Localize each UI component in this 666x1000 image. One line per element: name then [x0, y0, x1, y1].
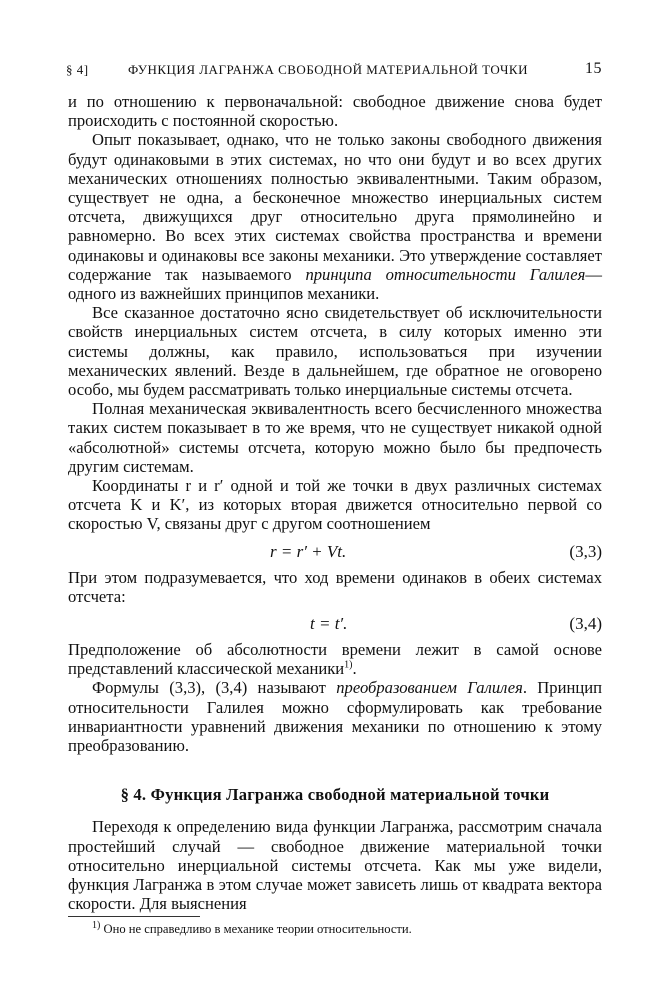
header-running-title: ФУНКЦИЯ ЛАГРАНЖА СВОБОДНОЙ МАТЕРИАЛЬНОЙ ТОЧКИ: [128, 62, 528, 77]
equation-3-3: [68, 534, 602, 568]
paragraph-text: — одного из важнейших принципов механики.: [68, 264, 602, 304]
paragraph-absolute-time: Предположение об абсолютности времени лежит в самой основе представлений классической механики$^{1)}$.: [68, 640, 602, 679]
equation-number: (3,3): [569, 541, 602, 561]
footnote-mark: 1): [92, 919, 101, 931]
paragraph-continuation: и по отношению к первоначальной: свободное движение снова будет происходить с постоянной скоростью.: [68, 92, 602, 131]
page-number: 15: [585, 60, 602, 77]
equation-formula: r = r′ + Vt.: [270, 541, 347, 561]
paragraph-coordinates: Координаты r и r′ одной и той же точки в двух различных системах отсчета K и K′, из которых вторая движется относительно первой со скоростью V, связаны друг с другом соотношением: [68, 476, 602, 534]
paragraph-text: Опыт показывает, однако, что не только законы свободного движения будут одинаковыми в этих системах, но что они будут и во всех других механических отношениях полностью эквивалентными. Таким образом, существует не одна, а бесконечное множество инерциальных систем отсчета, движущихся друг относительно друга прямолинейно и равномерно. Во всех этих системах свойства пространства и времени одинаковы и одинаковы все законы механики. Это утверждение составляет содержание так называемого: [68, 130, 602, 284]
paragraph-experience: [68, 130, 602, 303]
emphasis-galilean-principle: принципа относительности Галилея: [305, 264, 586, 284]
paragraph-equivalence: Полная механическая эквивалентность всего бесчисленного множества таких систем показывает в то же время, что не существует никакой одной «абсолютной» системы отсчета, которую можно было бы предпочесть другим системам.: [68, 399, 602, 476]
footnote-text: Оно не справедливо в механике теории относительности.: [103, 922, 412, 936]
paragraph-text: . Принцип относительности Галилея можно сформулировать как требование инвариантности уравнений движения механики по отношению к этому преобразованию.: [68, 678, 602, 756]
paragraph-exclusivity: Все сказанное достаточно ясно свидетельствует об исключительности свойств инерциальных систем отсчета, в силу которых именно эти системы должны, как правило, использоваться при изучении механических явлений. Везде в дальнейшем, где обратное не оговорено особо, мы будем рассматривать только инерциальные системы отсчета.: [68, 303, 602, 400]
footnote-ref: 1): [344, 659, 353, 671]
page-body: [68, 92, 602, 913]
equation-3-4: [68, 606, 602, 640]
equation-number: (3,4): [569, 614, 602, 634]
paragraph-lagrange-intro: Переходя к определению вида функции Лагранжа, рассмотрим сначала простейший случай — свободное движение материальной точки относительно инерциальной системы отсчета. Как мы уже видели, функция Лагранжа в этом случае может зависеть лишь от квадрата вектора скорости. Для выяснения: [68, 817, 602, 914]
paragraph-text: Предположение об абсолютности времени лежит в самой основе представлений классической механики: [68, 640, 602, 679]
paragraph-galilean-transform: [68, 678, 602, 755]
paragraph-text: Формулы (3,3), (3,4) называют: [92, 678, 326, 698]
section-heading: § 4. Функция Лагранжа свободной материальной точки: [120, 785, 550, 805]
equation-formula: t = t′.: [310, 614, 348, 634]
paragraph-time: При этом подразумевается, что ход времени одинаков в обеих системах отсчета:: [68, 567, 602, 606]
running-header: [66, 62, 602, 86]
footnote-divider: [68, 916, 200, 917]
header-section-mark: § 4]: [66, 62, 89, 77]
emphasis-galilean-transform: преобразованием Галилея: [336, 678, 523, 698]
footnote: [92, 919, 592, 937]
